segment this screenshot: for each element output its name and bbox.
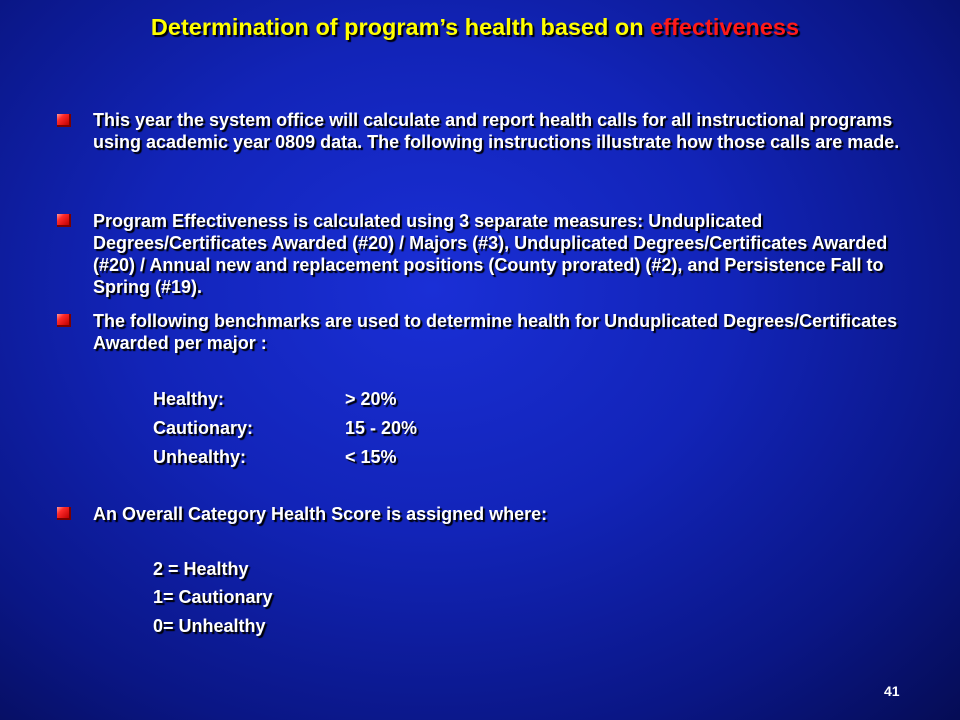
- bullet-text-2: Program Effectiveness is calculated using 3 separate measures: Unduplicated Degrees/Certificates Awarded (#20) / Majors (#3), Unduplicated Degrees/Certificates Awarded (#20) / Annual new and replacement positions (County prorated) (#2), and Persistence Fall to Spring (#19).: [93, 211, 888, 297]
- benchmark-value-unhealthy: < 15%: [345, 447, 397, 467]
- bullet-marker-icon: [57, 507, 71, 520]
- slide-title: [0, 14, 950, 41]
- benchmark-label-unhealthy: Unhealthy:: [153, 447, 247, 467]
- slide-title-main: Determination of program’s health based on: [150, 14, 651, 40]
- page-number: 41: [884, 683, 900, 699]
- benchmark-value-healthy: > 20%: [345, 389, 397, 409]
- bullet-marker-icon: [57, 114, 71, 127]
- bullet-text-4: An Overall Category Health Score is assigned where:: [93, 504, 548, 524]
- benchmark-label-cautionary: Cautionary:: [153, 418, 254, 438]
- benchmark-label-healthy: Healthy:: [153, 389, 225, 409]
- score-healthy: 2 = Healthy: [153, 559, 249, 579]
- benchmark-value-cautionary: 15 - 20%: [345, 418, 418, 438]
- bullet-marker-icon: [57, 214, 71, 227]
- bullet-marker-icon: [57, 314, 71, 327]
- bullet-text-3: The following benchmarks are used to determine health for Unduplicated Degrees/Certificates Awarded per major :: [93, 311, 898, 353]
- score-unhealthy: 0= Unhealthy: [153, 616, 266, 636]
- slide-title-accent: effectiveness: [650, 14, 800, 40]
- bullet-text-1: This year the system office will calculate and report health calls for all instructional programs using academic year 0809 data. The following instructions illustrate how those calls are made.: [93, 110, 900, 152]
- score-cautionary: 1= Cautionary: [153, 587, 273, 607]
